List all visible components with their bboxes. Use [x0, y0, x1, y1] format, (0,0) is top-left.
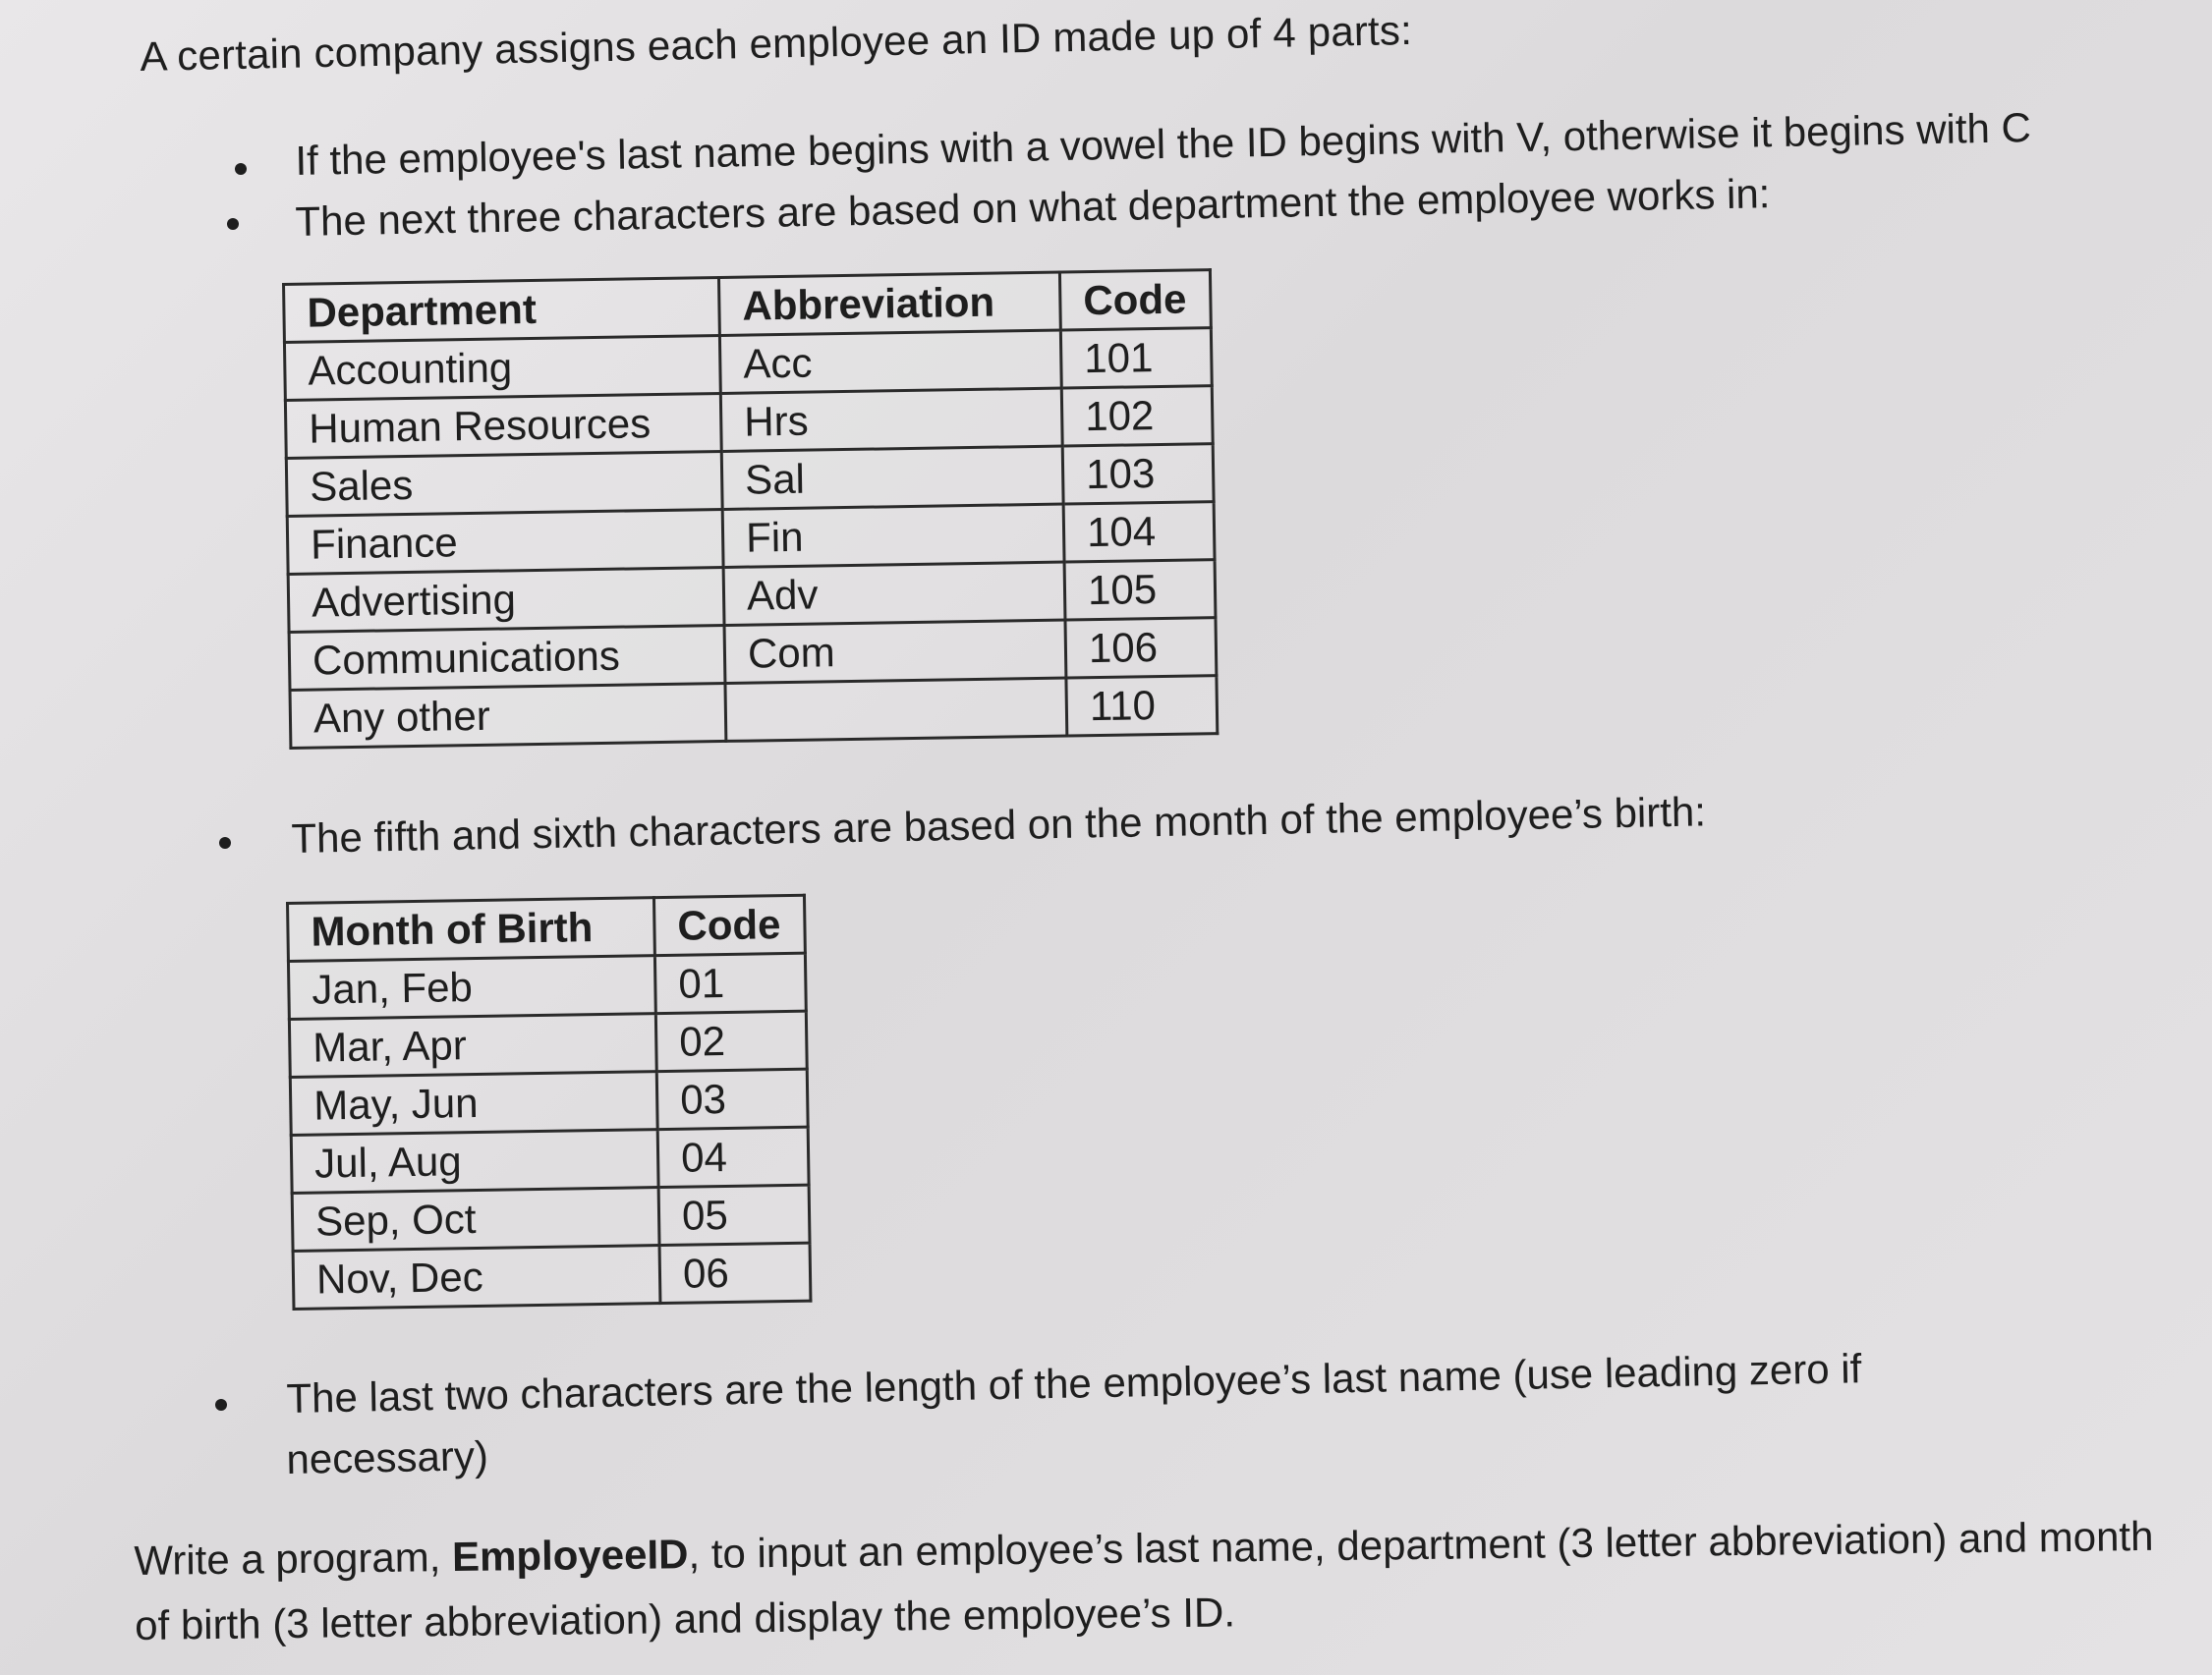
bullet-length-rule-line2: necessary)	[286, 1432, 489, 1482]
header-month-of-birth: Month of Birth	[288, 898, 655, 962]
code-cell: 102	[1061, 386, 1213, 446]
code-cell: 04	[657, 1127, 809, 1187]
header-department: Department	[284, 278, 720, 343]
month-cell: Nov, Dec	[293, 1246, 660, 1310]
code-cell: 103	[1062, 444, 1214, 504]
department-cell: Communications	[289, 625, 725, 690]
abbreviation-cell: Hrs	[720, 388, 1062, 451]
abbreviation-cell: Sal	[721, 446, 1063, 509]
table-row	[290, 1069, 808, 1135]
bullet-dot-2	[227, 218, 239, 230]
table-row	[289, 1011, 807, 1077]
abbreviation-cell: Acc	[719, 330, 1061, 393]
header-abbreviation: Abbreviation	[718, 272, 1060, 335]
department-cell: Sales	[286, 451, 722, 516]
code-cell: 105	[1064, 560, 1216, 620]
bullet-dot-1	[235, 163, 247, 175]
code-cell: 03	[656, 1069, 808, 1129]
abbreviation-cell: Adv	[723, 562, 1065, 625]
department-table	[282, 268, 1219, 750]
abbreviation-cell: Com	[724, 620, 1066, 683]
intro-text: A certain company assigns each employee an ID made up of 4 parts:	[140, 6, 1413, 80]
table-row	[293, 1243, 811, 1309]
header-code: Code	[1059, 270, 1211, 330]
program-name: EmployeeID	[451, 1531, 689, 1581]
department-cell: Human Resources	[285, 394, 721, 459]
code-cell: 02	[655, 1011, 807, 1071]
department-cell: Any other	[290, 683, 726, 748]
month-cell: Sep, Oct	[292, 1188, 659, 1252]
month-cell: Mar, Apr	[289, 1014, 656, 1078]
program-instruction	[134, 1504, 2159, 1658]
code-cell: 01	[654, 953, 806, 1013]
code-cell: 104	[1063, 502, 1215, 562]
table-row	[292, 1185, 810, 1251]
code-cell: 101	[1060, 328, 1212, 388]
department-cell: Accounting	[284, 336, 720, 401]
bullet-month-rule: The fifth and sixth characters are based on the month of the employee’s birth:	[291, 788, 1707, 862]
bullet-dot-3	[219, 837, 231, 849]
bullet-dot-4	[215, 1399, 227, 1411]
code-cell: 110	[1066, 676, 1218, 736]
bullet-vowel-rule: If the employee's last name begins with a vowel the ID begins with V, otherwise it begins with C	[295, 104, 2032, 184]
code-cell: 106	[1065, 618, 1217, 678]
code-cell: 06	[659, 1243, 811, 1303]
instruction-rest: , to input an employee’s last name, department (3 letter abbreviation) and month of birth (3 letter abbreviation) and display the employee’s ID.	[134, 1512, 2154, 1648]
month-table	[286, 894, 812, 1311]
month-table-header	[288, 895, 806, 961]
header-code: Code	[653, 895, 805, 955]
month-cell: May, Jun	[290, 1072, 657, 1136]
month-cell: Jul, Aug	[291, 1130, 658, 1194]
instruction-prefix: Write a program,	[134, 1534, 453, 1584]
table-row	[291, 1127, 809, 1193]
abbreviation-cell: Fin	[722, 504, 1064, 567]
code-cell: 05	[658, 1185, 810, 1245]
bullet-length-rule-line1: The last two characters are the length of the employee’s last name (use leading zero if	[286, 1345, 1862, 1422]
department-cell: Advertising	[288, 567, 724, 632]
table-row	[288, 953, 806, 1019]
abbreviation-cell	[725, 678, 1067, 741]
month-cell: Jan, Feb	[288, 956, 655, 1020]
department-cell: Finance	[287, 509, 723, 574]
bullet-department-rule: The next three characters are based on what department the employee works in:	[295, 170, 1771, 245]
